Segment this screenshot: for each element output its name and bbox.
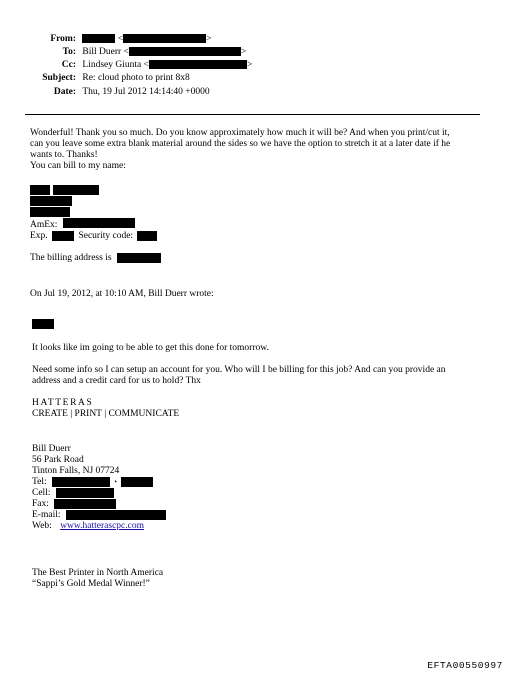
redaction-block [30, 185, 50, 195]
sig-street: 56 Park Road [32, 455, 84, 465]
redaction-block [54, 499, 116, 509]
fax-row [32, 499, 116, 510]
redaction-block [63, 218, 135, 228]
date-label: Date: [53, 87, 76, 97]
bullet-icon: • [114, 478, 117, 487]
website-link[interactable]: www.hatterascpc.com [60, 521, 144, 531]
redaction-block [123, 34, 206, 43]
slogan-2: “Sappi’s Gold Medal Winner!” [32, 579, 150, 589]
header-divider [25, 114, 480, 115]
redaction-block [32, 319, 54, 329]
to-row [6, 46, 246, 58]
redaction-block [117, 253, 161, 263]
company-tagline: CREATE | PRINT | COMMUNICATE [32, 409, 180, 419]
exp-label: Exp. [30, 231, 48, 242]
subject-label: Subject: [42, 73, 76, 83]
tel-row [32, 477, 153, 488]
redaction-block [52, 477, 110, 487]
slogan-1: The Best Printer in North America [32, 568, 164, 578]
email-label: E-mail: [32, 510, 61, 521]
para1-line1: Wonderful! Thank you so much. Do you know approximately how much it will be? And when you print/cut it, [30, 128, 450, 138]
redaction-block [66, 510, 166, 520]
to-value: Bill Duerr < [82, 47, 129, 57]
cc-row [6, 59, 252, 71]
to-gt: > [240, 47, 247, 57]
bill-line: You can bill to my name: [30, 161, 126, 171]
redaction-block [56, 488, 114, 498]
date-row [6, 86, 210, 98]
cc-value: Lindsey Giunta < [82, 60, 149, 70]
cc-label: Cc: [61, 60, 76, 70]
document-id: EFTA00550997 [427, 660, 503, 671]
email-row [32, 510, 166, 521]
redaction-block [30, 207, 70, 217]
from-gt: > [206, 34, 212, 44]
from-row [6, 33, 211, 45]
fax-label: Fax: [32, 499, 49, 510]
redaction-block [129, 47, 241, 56]
billing-address-label: The billing address is [30, 253, 112, 264]
redaction-block [137, 231, 157, 241]
redaction-block [82, 34, 115, 43]
redaction-block [149, 60, 247, 69]
redaction-block [121, 477, 153, 487]
cc-gt: > [246, 60, 253, 70]
redaction-block [52, 231, 74, 241]
quote-line2b: address and a credit card for us to hold? Thx [32, 376, 201, 386]
redaction-block [53, 185, 99, 195]
redaction-block [30, 196, 72, 206]
subject-row [6, 72, 190, 84]
security-label: Security code: [78, 231, 134, 242]
company-name: HATTERAS [32, 398, 94, 408]
quote-line1: It looks like im going to be able to get this done for tomorrow. [32, 343, 269, 353]
tel-label: Tel: [32, 477, 47, 488]
from-label: From: [50, 34, 76, 44]
cell-label: Cell: [32, 488, 51, 499]
amex-label: AmEx: [30, 220, 58, 230]
exp-row [30, 231, 157, 242]
subject-value: Re: cloud photo to print 8x8 [82, 73, 190, 83]
to-label: To: [62, 47, 76, 57]
angle-open: < [117, 34, 124, 44]
sig-city: Tinton Falls, NJ 07724 [32, 466, 120, 476]
quote-line2a: Need some info so I can setup an account for you. Who will I be billing for this job? And can you provide an [32, 365, 446, 375]
cell-row [32, 488, 114, 499]
sig-name: Bill Duerr [32, 444, 71, 454]
para1-line2: can you leave some extra blank material around the sides so we have the option to stretch it at a later date if he [30, 139, 451, 149]
web-row [32, 521, 144, 532]
para1-line3: wants to. Thanks! [30, 150, 98, 160]
date-value: Thu, 19 Jul 2012 14:14:40 +0000 [82, 87, 210, 97]
web-label: Web: [32, 521, 52, 531]
quote-intro: On Jul 19, 2012, at 10:10 AM, Bill Duerr wrote: [30, 289, 214, 299]
billing-address-row [30, 253, 161, 264]
